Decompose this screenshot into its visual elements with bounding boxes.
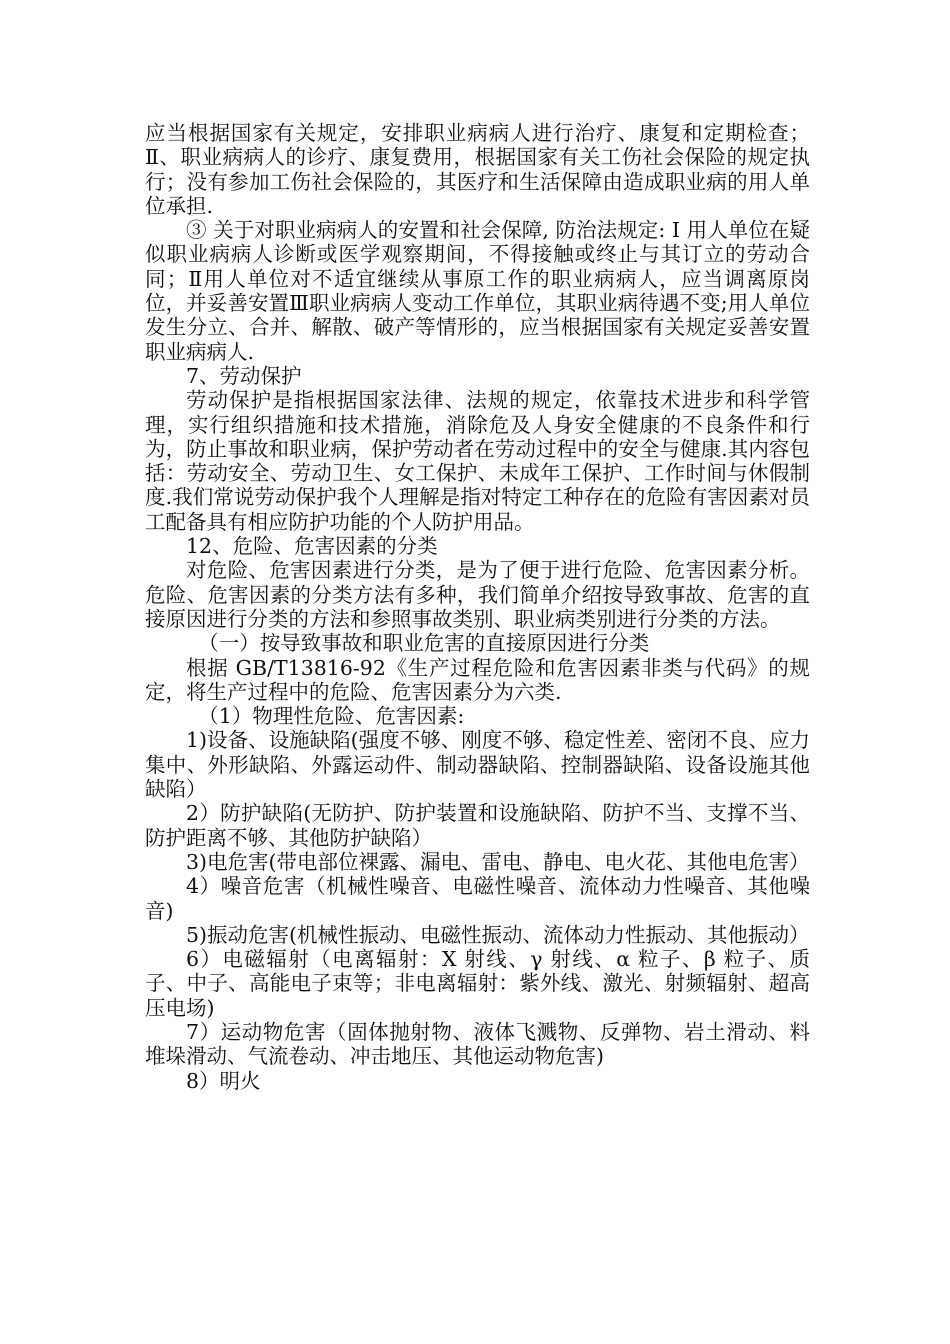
- paragraph: 对危险、危害因素进行分类，是为了便于进行危险、危害因素分析。危险、危害因素的分类方法有多种，我们简单介绍按导致事故、危害的直接原因进行分类的方法和参照事故类别、职业病类别进行分类的方法。: [145, 558, 810, 631]
- subsection-heading: （一）按导致事故和职业危害的直接原因进行分类: [198, 631, 650, 656]
- list-item: 7）运动物危害（固体抛射物、液体飞溅物、反弹物、岩土滑动、料堆垛滑动、气流卷动、冲击地压、其他运动物危害): [145, 1019, 810, 1069]
- list-item: 4）噪音危害（机械性噪音、电磁性噪音、流体动力性噪音、其他噪音): [145, 874, 810, 923]
- list-item: 1)设备、设施缺陷(强度不够、刚度不够、稳定性差、密闭不良、应力集中、外形缺陷、外露运动件、制动器缺陷、控制器缺陷、设备设施其他缺陷）: [145, 728, 810, 802]
- section-heading: 7、劳动保护: [186, 363, 302, 388]
- list-item: 3)电危害(带电部位裸露、漏电、雷电、静电、电火花、其他电危害）: [186, 849, 810, 874]
- list-item: 5)振动危害(机械性振动、电磁性振动、流体动力性振动、其他振动）: [186, 922, 810, 947]
- paragraph: 劳动保护是指根据国家法律、法规的规定，依靠技术进步和科学管理，实行组织措施和技术措施，消除危及人身安全健康的不良条件和行为，防止事故和职业病，保护劳动者在劳动过程中的安全与健康.其内容包括：劳动安全、劳动卫生、女工保护、未成年工保护、工作时间与休假制度.我们常说劳动保护我个人理解是指对特定工种存在的危险有害因素对员工配备具有相应防护功能的个人防护用品。: [145, 388, 810, 534]
- list-item: 6）电磁辐射（电离辐射：X 射线、γ 射线、α 粒子、β 粒子、质子、中子、高能电子束等；非电离辐射：紫外线、激光、射频辐射、超高压电场): [145, 947, 810, 1020]
- category-heading: （1）物理性危险、危害因素:: [198, 704, 465, 729]
- paragraph: ③ 关于对职业病病人的安置和社会保障, 防治法规定: Ⅰ 用人单位在疑似职业病病人诊断或医学观察期间，不得接触或终止与其订立的劳动合同；Ⅱ用人单位对不适宜继续从事原工作的职业病病人，应当调离原岗位，并妥善安置Ⅲ职业病病人变动工作单位，其职业病待遇不变;用人单位发生分立、合并、解散、破产等情形的，应当根据国家有关规定妥善安置职业病病人.: [145, 218, 810, 364]
- section-heading: 12、危险、危害因素的分类: [186, 534, 438, 559]
- paragraph: 应当根据国家有关规定，安排职业病病人进行治疗、康复和定期检查；Ⅱ、职业病病人的诊疗、康复费用，根据国家有关工伤社会保险的规定执行；没有参加工伤社会保险的，其医疗和生活保障由造成职业病的用人单位承担.: [145, 121, 810, 218]
- list-item: 2）防护缺陷(无防护、防护装置和设施缺陷、防护不当、支撑不当、防护距离不够、其他防护缺陷）: [145, 801, 810, 850]
- document-page: [145, 121, 810, 1093]
- paragraph: 根据 GB/T13816-92《生产过程危险和危害因素非类与代码》的规定，将生产过程中的危险、危害因素分为六类.: [145, 655, 810, 704]
- list-item: 8）明火: [186, 1068, 261, 1093]
